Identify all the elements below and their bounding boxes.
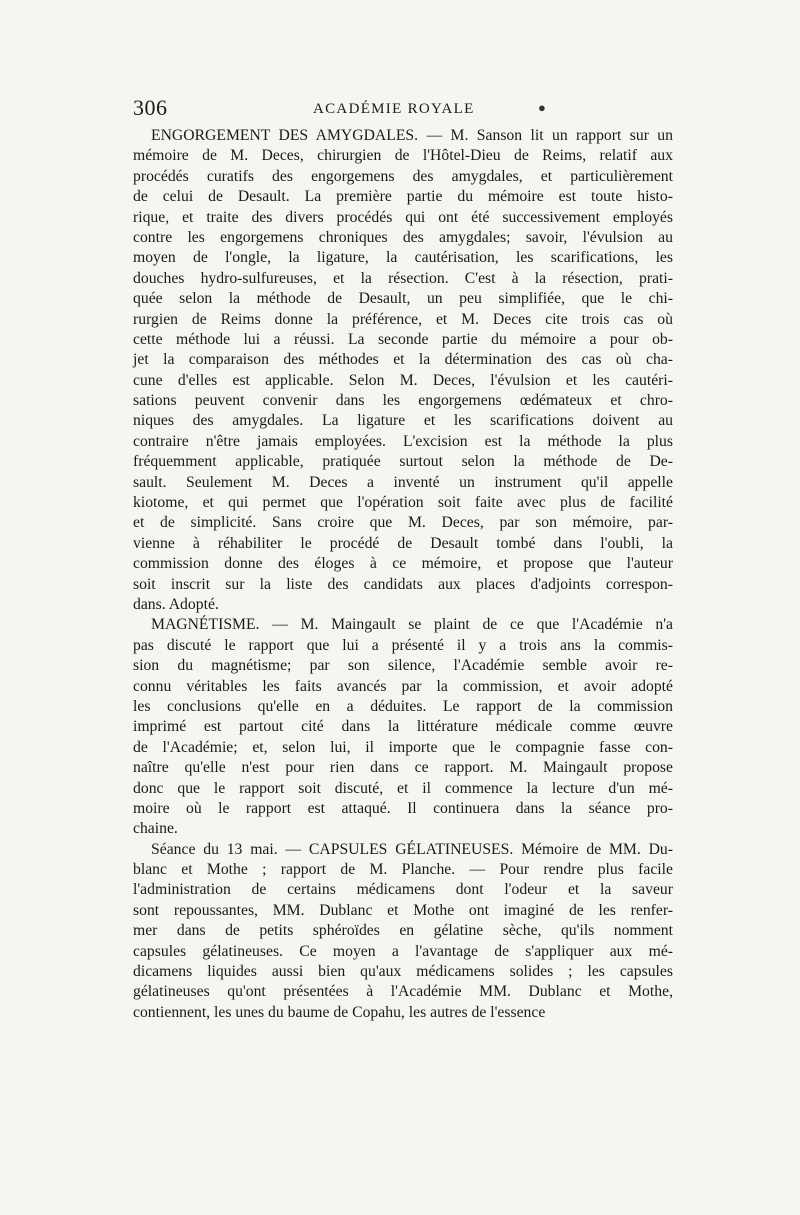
text-line: quée selon la méthode de Desault, un peu simplifiée, que le chi- [133, 290, 673, 308]
paragraph [133, 615, 673, 839]
text-line: naître qu'elle n'est pour rien dans ce rapport. M. Maingault propose [133, 759, 673, 777]
text-line: procédés curatifs des engorgemens des amygdales, et particulièrement [133, 167, 673, 185]
text-line: contraire n'être jamais employées. L'excision est la méthode la plus [133, 432, 673, 450]
text-line: blanc et Mothe ; rapport de M. Planche. — Pour rendre plus facile [133, 861, 673, 879]
text-line: contiennent, les unes du baume de Copahu, les autres de l'essence [133, 1003, 546, 1021]
text-line: cette méthode lui a réussi. La seconde partie du mémoire a pour ob- [133, 330, 673, 348]
text-line: rique, et traite des divers procédés qui ont été successivement employés [133, 208, 673, 226]
page-header [133, 95, 673, 121]
running-head: ACADÉMIE ROYALE [313, 101, 475, 117]
text-line: MAGNÉTISME. — M. Maingault se plaint de ce que l'Académie n'a [151, 616, 673, 634]
text-line: commission donne des éloges à ce mémoire, et propose que l'auteur [133, 555, 673, 573]
text-line: mémoire de M. Deces, chirurgien de l'Hôtel-Dieu de Reims, relatif aux [133, 147, 673, 165]
text-line: douches hydro-sulfureuses, et la résection. C'est à la résection, prati- [133, 269, 673, 287]
text-line: pas discuté le rapport que lui a présenté il y a trois ans la commis- [133, 636, 673, 654]
text-line: Séance du 13 mai. — CAPSULES GÉLATINEUSES. Mémoire de MM. Du- [151, 840, 673, 858]
text-line: rurgien de Reims donne la préférence, et M. Deces cite trois cas où [133, 310, 673, 328]
text-line: imprimé est partout cité dans la littérature médicale comme œuvre [133, 718, 673, 736]
text-line: capsules gélatineuses. Ce moyen a l'avantage de s'appliquer aux mé- [133, 942, 673, 960]
paragraph [133, 840, 673, 1024]
paragraph [133, 126, 673, 615]
text-line: gélatineuses qu'ont présentées à l'Académie MM. Dublanc et Mothe, [133, 983, 673, 1001]
text-line: dans. Adopté. [133, 595, 219, 613]
text-line: sault. Seulement M. Deces a inventé un instrument qu'il appelle [133, 473, 673, 491]
text-line: vienne à réhabiliter le procédé de Desault tombé dans l'oubli, la [133, 534, 673, 552]
text-line: mer dans de petits sphéroïdes en gélatine sèche, qu'ils nomment [133, 922, 673, 940]
text-line: kiotome, et qui permet que l'opération soit faite avec plus de facilité [133, 494, 673, 512]
text-line: cune d'elles est applicable. Selon M. Deces, l'évulsion et les cautéri- [133, 371, 673, 389]
text-line: de l'Académie; et, selon lui, il importe que le compagnie fasse con- [133, 738, 673, 756]
text-line: donc que le rapport soit discuté, et il commence la lecture d'un mé- [133, 779, 673, 797]
text-line: chaine. [133, 820, 178, 838]
text-line: et de simplicité. Sans croire que M. Deces, par son mémoire, par- [133, 514, 673, 532]
text-line: sont repoussantes, MM. Dublanc et Mothe ont imaginé de les renfer- [133, 901, 673, 919]
text-line: contre les engorgemens chroniques des amygdales; savoir, l'évulsion au [133, 228, 673, 246]
text-line: l'administration de certains médicamens dont l'odeur et la saveur [133, 881, 673, 899]
printer-mark: ● [538, 100, 546, 115]
text-line: ENGORGEMENT DES AMYGDALES. — M. Sanson lit un rapport sur un [151, 127, 673, 144]
text-line: connu véritables les faits avancés par la commission, et avoir adopté [133, 677, 673, 695]
page-number: 306 [133, 95, 168, 120]
text-line: fréquemment applicable, pratiquée surtout selon la méthode de De- [133, 453, 673, 471]
text-line: dicamens liquides aussi bien qu'aux médicamens solides ; les capsules [133, 963, 673, 981]
text-line: moyen de l'ongle, la ligature, la cautérisation, les scarifications, les [133, 249, 673, 267]
text-line: moire où le rapport est attaqué. Il continuera dans la séance pro- [133, 799, 673, 817]
text-line: les conclusions qu'elle en a déduites. Le rapport de la commission [133, 697, 673, 715]
text-line: de celui de Desault. La première partie du mémoire est toute histo- [133, 188, 673, 206]
body-text [133, 126, 673, 1023]
text-line: jet la comparaison des méthodes et la détermination des cas où cha- [133, 351, 673, 369]
text-line: soit inscrit sur la liste des candidats aux places d'adjoints correspon- [133, 575, 673, 593]
text-line: sations peuvent convenir dans les engorgemens œdémateux et chro- [133, 392, 673, 410]
text-line: sion du magnétisme; par son silence, l'Académie semble avoir re- [133, 657, 673, 675]
text-line: niques des amygdales. La ligature et les scarifications doivent au [133, 412, 673, 430]
